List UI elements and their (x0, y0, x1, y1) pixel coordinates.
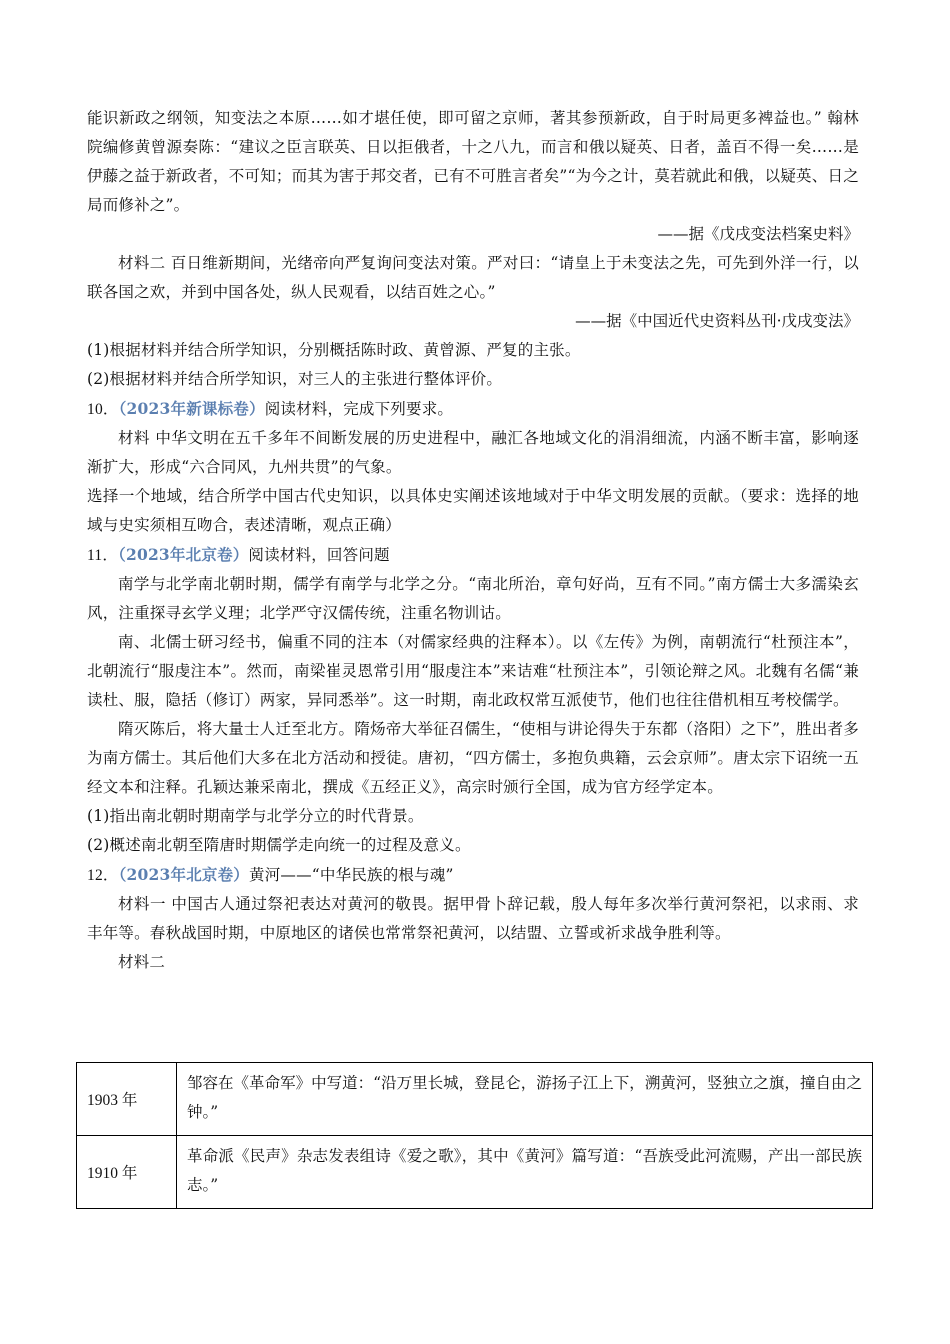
table-row (77, 1063, 873, 1136)
document-body (87, 104, 859, 977)
question9-sub2: (2)根据材料并结合所学知识，对三人的主张进行整体评价。 (87, 370, 503, 388)
question-number: 12． (87, 867, 119, 884)
question11-sub1: (1)指出南北朝时期南学与北学分立的时代背景。 (87, 807, 424, 825)
table-row (77, 1136, 873, 1209)
question10-heading (87, 394, 859, 424)
question12-heading (87, 860, 859, 890)
question-number: 10． (87, 401, 119, 418)
table-cell-year: 1910 年 (77, 1136, 177, 1209)
exam-source-tag: （2023年北京卷） (118, 865, 249, 884)
question9-sub1: (1)根据材料并结合所学知识，分别概括陈时政、黄曾源、严复的主张。 (87, 341, 581, 359)
question12-material2-label: 材料二 (118, 953, 166, 971)
source-citation-1: ——据《戊戌变法档案史料》 (657, 225, 859, 243)
table-cell-text: 革命派《民声》杂志发表组诗《爱之歌》，其中《黄河》篇写道：“吾族受此河流赐，产出一部民族志。” (177, 1136, 873, 1209)
question10-task: 选择一个地域，结合所学中国古代史知识，以具体史实阐述该地域对于中华文明发展的贡献。（要求：选择的地域与史实须相互吻合，表述清晰，观点正确） (87, 487, 859, 534)
question10-material: 材料 中华文明在五千多年不间断发展的历史进程中，融汇各地域文化的涓涓细流，内涵不断丰富，影响逐渐扩大，形成“六合同风，九州共贯”的气象。 (87, 429, 859, 476)
source-citation-2: ——据《中国近代史资料丛刊·戊戌变法》 (575, 312, 859, 330)
material2-table (76, 1062, 873, 1209)
material2-paragraph: 材料二 百日维新期间，光绪帝向严复询问变法对策。严对曰：“请皇上于未变法之先，可先到外洋一行，以联各国之欢，并到中国各处，纵人民观看，以结百姓之心。” (87, 254, 859, 301)
question11-heading (87, 540, 859, 570)
table-cell-text: 邹容在《革命军》中写道：“沿万里长城，登昆仑，游扬子江上下，溯黄河，竖独立之旗，撞自由之钟。” (177, 1063, 873, 1136)
question11-sub2: (2)概述南北朝至隋唐时期儒学走向统一的过程及意义。 (87, 836, 471, 854)
question-number: 11． (87, 547, 119, 564)
exam-source-tag: （2023年新课标卷） (118, 399, 265, 418)
question12-material1: 材料一 中国古人通过祭祀表达对黄河的敬畏。据甲骨卜辞记载，殷人每年多次举行黄河祭祀，以求雨、求丰年等。春秋战国时期，中原地区的诸侯也常常祭祀黄河，以结盟、立誓或祈求战争胜利等。 (87, 895, 859, 942)
question-title: 黄河——“中华民族的根与魂” (249, 866, 454, 884)
question11-paragraph-2: 南、北儒士研习经书，偏重不同的注本（对儒家经典的注释本）。以《左传》为例，南朝流行“杜预注本”，北朝流行“服虔注本”。然而，南梁崔灵恩常引用“服虔注本”来诘难“杜预注本”，引领论辩之风。北魏有名儒“兼读杜、服，隐括（修订）两家，异同悉举”。这一时期，南北政权常互派使节，他们也往往借机相互考校儒学。 (87, 633, 859, 709)
exam-source-tag: （2023年北京卷） (118, 545, 249, 564)
question-title: 阅读材料，完成下列要求。 (264, 400, 454, 418)
table-cell-year: 1903 年 (77, 1063, 177, 1136)
question11-paragraph-3: 隋灭陈后，将大量士人迁至北方。隋炀帝大举征召儒生，“使相与讲论得失于东都（洛阳）之下”，胜出者多为南方儒士。其后他们大多在北方活动和授徒。唐初，“四方儒士，多抱负典籍，云会京师”。唐太宗下诏统一五经文本和注释。孔颖达兼采南北，撰成《五经正义》，高宗时颁行全国，成为官方经学定本。 (87, 720, 859, 796)
material1-continuation: 能识新政之纲领，知变法之本原……如才堪任使，即可留之京师，著其参预新政，自于时局更多裨益也。” 翰林院编修黄曾源奏陈：“建议之臣言联英、日以拒俄者，十之八九，而言和俄以疑英、日者，盖百不得一矣……是伊藤之益于新政者，不可知；而其为害于邦交者，已有不可胜言者矣”“为今之计，莫若就此和俄，以疑英、日之局而修补之”。 (87, 109, 859, 214)
question11-paragraph-1: 南学与北学南北朝时期，儒学有南学与北学之分。“南北所治，章句好尚，互有不同。”南方儒士大多濡染玄风，注重探寻玄学义理；北学严守汉儒传统，注重名物训诂。 (87, 575, 859, 622)
question-title: 阅读材料，回答问题 (248, 546, 390, 564)
